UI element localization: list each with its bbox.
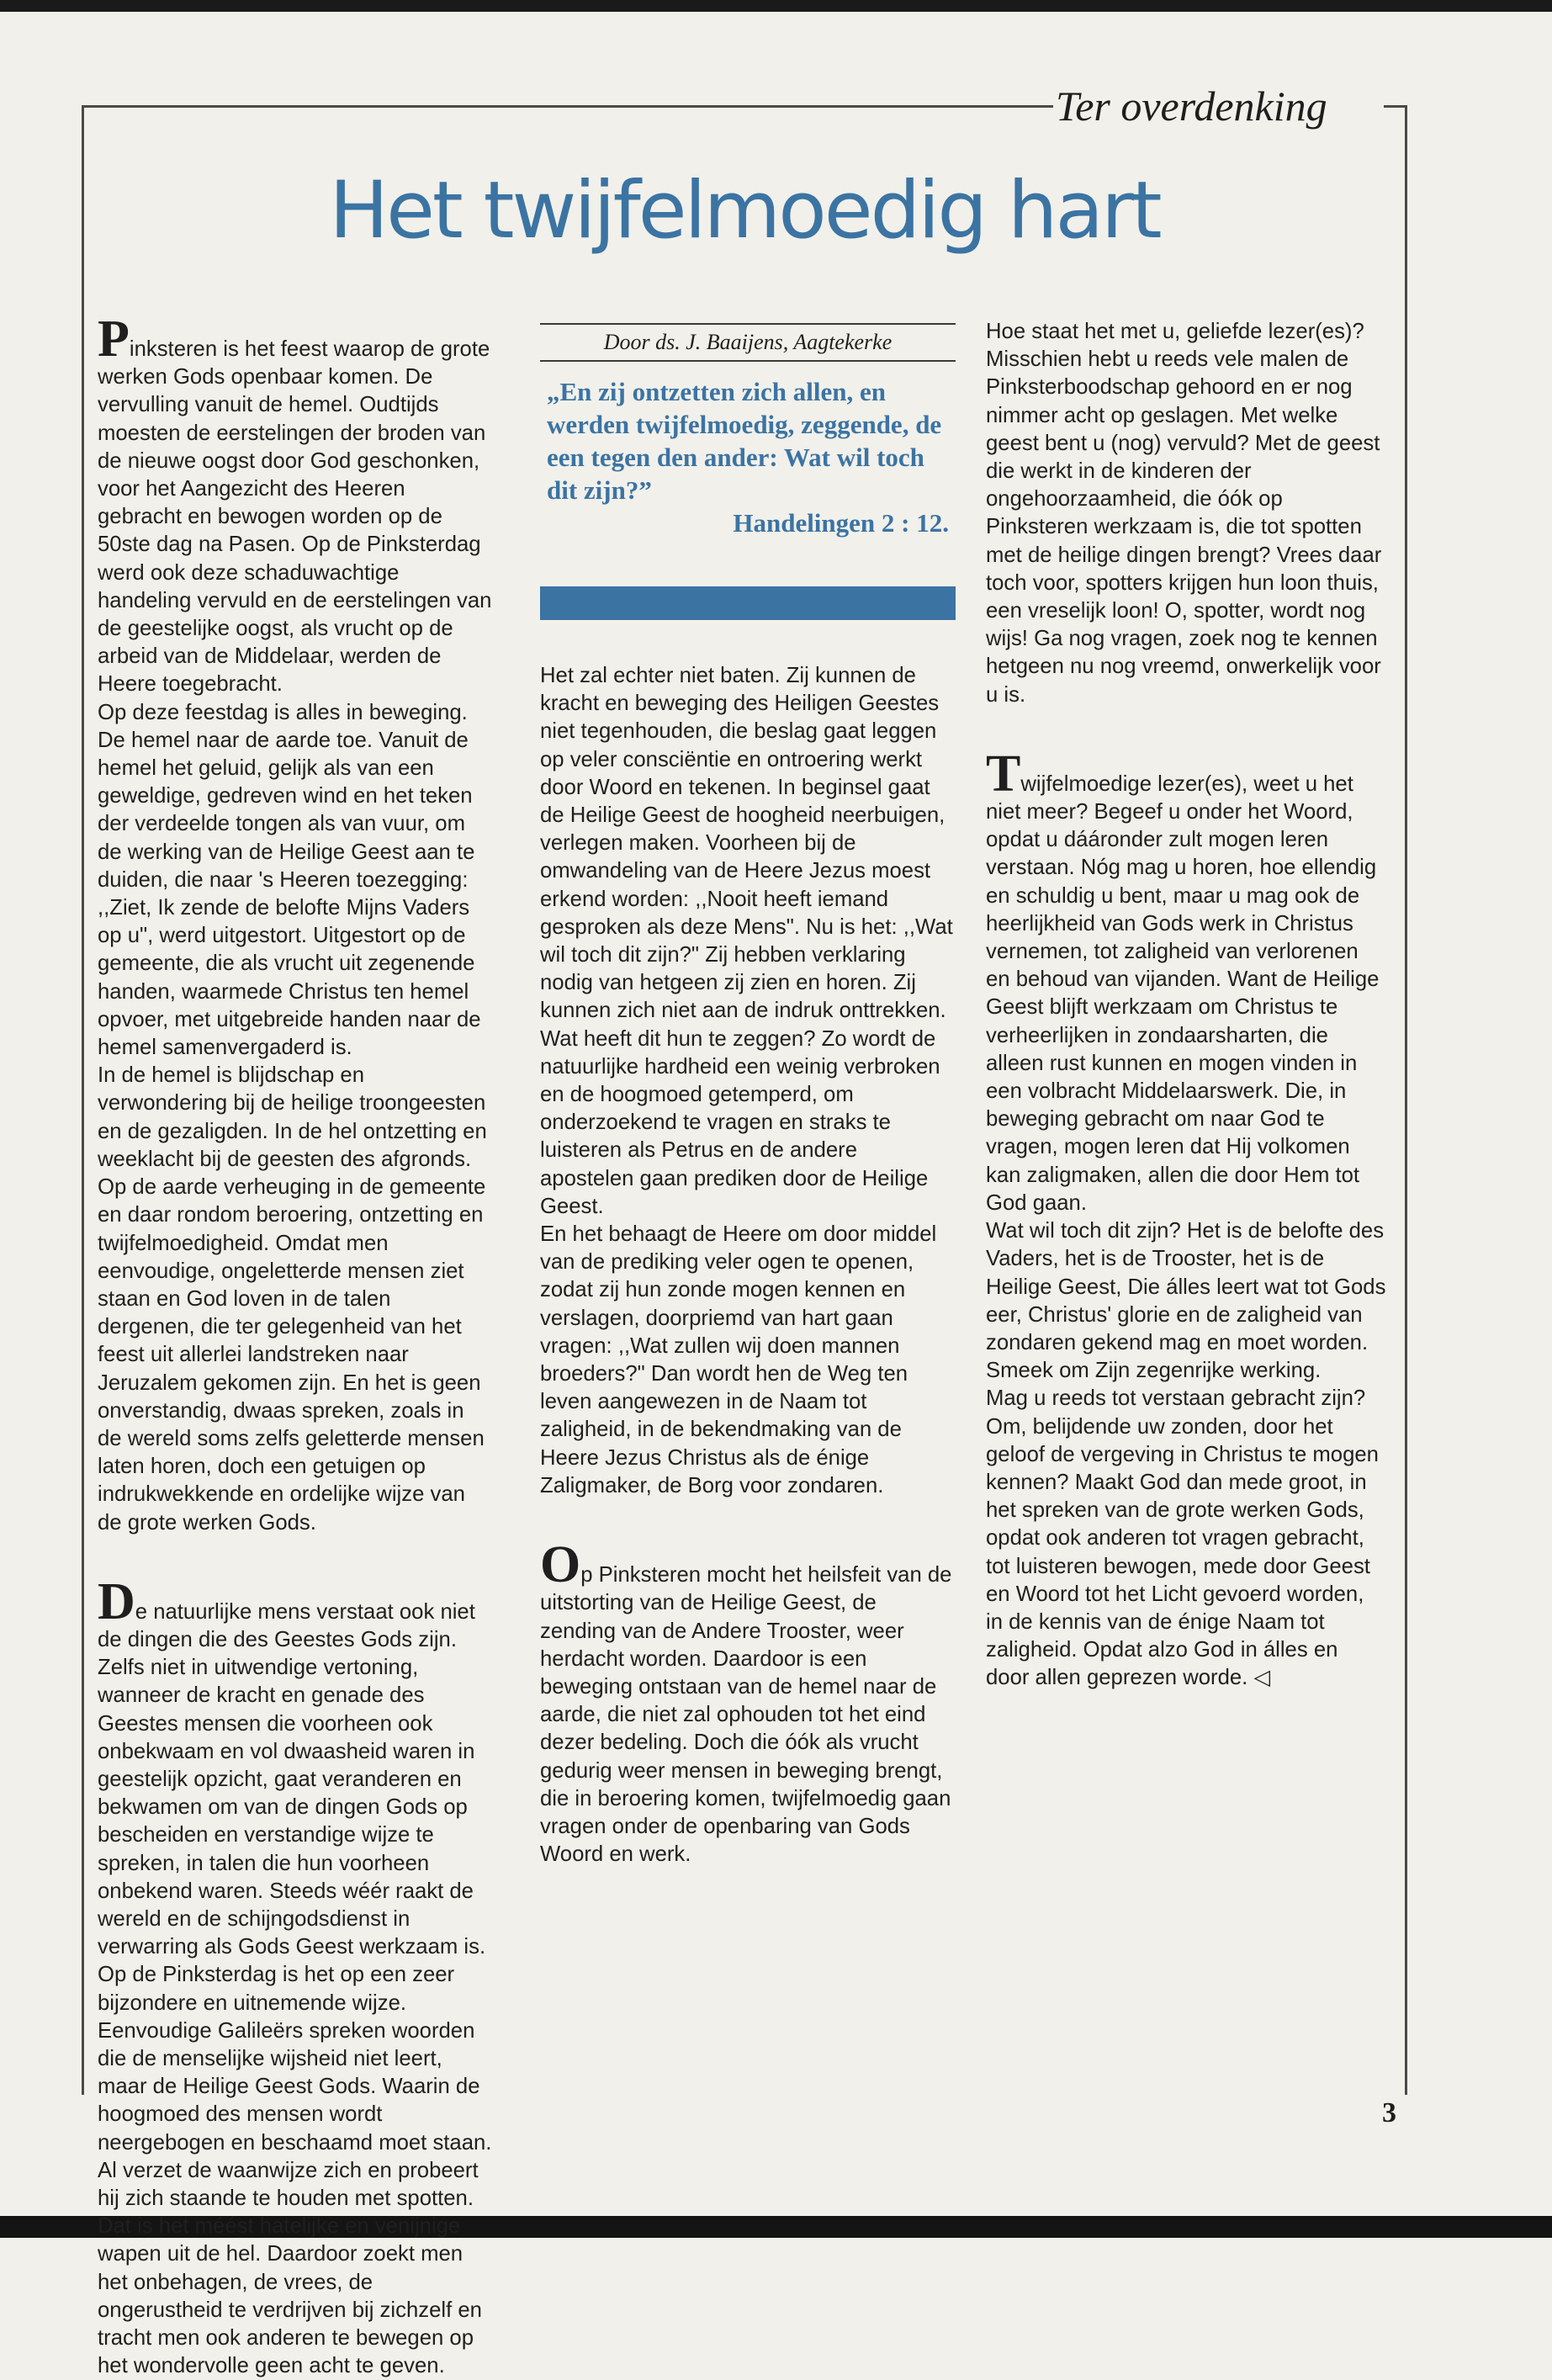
frame-rule-right <box>1384 105 1407 108</box>
section-gap <box>98 1537 493 1581</box>
pull-quote-text: „En zij ontzetten zich allen, en werden twijfelmoedig, zeggende, de een tegen den ander: Wat wil toch dit zijn?” <box>547 377 942 505</box>
paragraph-3: In de hemel is blijdschap en verwondering bij de heilige troongeesten en de gezaligden. In de hel ontzetting en weeklacht bij de geesten des afgronds. Op de aarde verheuging in de gemeente en daar rondom beroering, ontzetting en twijfelmoedigheid. Omdat men eenvoudige, ongeletterde mensen ziet staan en God loven in de talen dergenen, die ter gelegenheid van het feest uit allerlei landstreken naar Jeruzalem gekomen zijn. En het is geen onverstandig, dwaas spreken, zoals in de wereld soms zelfs geletterde mensen laten horen, doch een getuigen op indrukwekkende en ordelijke wijze van de grote werken Gods. <box>98 1063 487 1535</box>
paragraph-7: Op Pinksteren mocht het heilsfeit van de uitstorting van de Heilige Geest, de zending van de Andere Trooster, weer herdacht worden. Daardoor is een beweging ontstaan van de hemel naar de aarde, die niet zal ophouden tot het eind dezer bedeling. Doch die óók als vrucht gedurig weer mensen in beweging brengt, die in beroering komen, twijfelmoedig gaan vragen onder de openbaring van Gods Woord en werk. <box>540 1536 952 1867</box>
column-2 <box>540 318 956 2085</box>
decorative-bar <box>540 586 956 620</box>
byline: Door ds. J. Baaijens, Aagtekerke <box>540 323 956 362</box>
column-3 <box>986 318 1386 2085</box>
section-gap <box>540 1500 956 1544</box>
paragraph-5: Het zal echter niet baten. Zij kunnen de kracht en beweging des Heiligen Geestes niet tegenhouden, die beslag gaat leggen op veler consciëntie en ontroering werkt door Woord en tekenen. In beginsel gaat de Heilige Geest de hoogheid neerbuigen, verlegen maken. Voorheen bij de omwandeling van de Heere Jezus moest erkend worden: ,,Nooit heeft iemand gesproken als deze Mens". Nu is het: ,,Wat wil toch dit zijn?" Zij hebben verklaring nodig van hetgeen zij zien en horen. Zij kunnen zich niet aan de indruk onttrekken. Wat heeft dit hun te zeggen? Zo wordt de natuurlijke hardheid een weinig verbroken en de hoogmoed getemperd, om onderzoekend te vragen en straks te luisteren als Petrus en de andere apostelen gaan prediken door de Heilige Geest. <box>540 664 953 1218</box>
paragraph-10: Wat wil toch dit zijn? Het is de belofte des Vaders, het is de Trooster, het is de Heilige Geest, Die álles leert wat tot Gods eer, Christus' glorie en de zaligheid van zondaren gekend mag en moet worden. Smeek om Zijn zegenrijke werking. <box>986 1219 1386 1383</box>
section-gap <box>986 709 1386 753</box>
drop-cap: P <box>98 310 130 368</box>
column-1 <box>98 310 493 2378</box>
article-title: Het twijfelmoedig hart <box>329 165 1160 257</box>
drop-cap: O <box>540 1536 581 1594</box>
pull-quote-reference: Handelingen 2 : 12. <box>733 508 949 538</box>
page-number: 3 <box>1382 2097 1396 2128</box>
drop-cap: D <box>98 1572 135 1630</box>
paragraph-11: Mag u reeds tot verstaan gebracht zijn? Om, belijdende uw zonden, door het geloof de vergeving in Christus te mogen kennen? Maakt God dan mede groot, in het spreken van de grote werken Gods, opdat ook anderen tot vragen gebracht, tot luisteren bewogen, mede door Geest en Woord tot het Licht gevoerd worden, in de kennis van de énige Naam tot zaligheid. Opdat alzo God in álles en door allen geprezen worde. ◁ <box>986 1386 1379 1690</box>
paragraph-9: Twijfelmoedige lezer(es), weet u het niet meer? Begeef u onder het Woord, opdat u dááronder zult mogen leren verstaan. Nóg mag u horen, hoe ellendig en schuldig u bent, maar u mag ook de heerlijkheid van Gods werk in Christus vernemen, tot zaligheid van verlorenen en behoud van vijanden. Want de Heilige Geest blijft werkzaam om Christus te verheerlijken in zondaarsharten, die alleen rust kunnen en mogen vinden in een volbracht Middelaarswerk. Die, in beweging gebracht om naar God te vragen, mogen leren dat Hij volkomen kan zaligmaken, allen die door Hem tot God gaan. <box>986 745 1380 1215</box>
frame-rule-left <box>82 105 1053 108</box>
drop-cap: T <box>986 745 1021 803</box>
paragraph-2: Op deze feestdag is alles in beweging. De hemel naar de aarde toe. Vanuit de hemel het geluid, gelijk als van een geweldige, gedreven wind en het teken der verdeelde tongen als van vuur, om de werking van de Heilige Geest aan te duiden, die naar 's Heeren toezegging: ,,Ziet, Ik zende de belofte Mijns Vaders op u", werd uitgestort. Uitgestort op de gemeente, die als vrucht uit zegenende handen, waarmede Christus ten hemel opvoer, met uitgebreide handen naar de hemel samenvergaderd is. <box>98 700 481 1060</box>
paragraph-8: Hoe staat het met u, geliefde lezer(es)? Misschien hebt u reeds vele malen de Pinksterboodschap gehoord en er nog nimmer acht op geslagen. Met welke geest bent u (nog) vervuld? Met de geest die werkt in de kinderen der ongehoorzaamheid, die óók op Pinksteren werkzaam is, die tot spotten met de heilige dingen brengt? Vrees daar toch voor, spotters krijgen hun loon thuis, een vreselijk loon! O, spotter, wordt nog wijs! Ga nog vragen, zoek nog te kennen hetgeen nu nog vreemd, onwerkelijk voor u is. <box>986 320 1382 707</box>
paragraph-6: En het behaagt de Heere om door middel van de prediking veler ogen te openen, zodat zij hun zonde mogen kennen en verslagen, doorpriemd van hart gaan vragen: ,,Wat zullen wij doen mannen broeders?" Dan wordt hen de Weg ten leven aangewezen in de Naam tot zaligheid, in de bekendmaking van de Heere Jezus Christus als de énige Zaligmaker, de Borg voor zondaren. <box>540 1222 937 1497</box>
pull-quote <box>540 375 956 539</box>
paragraph-1: Pinksteren is het feest waarop de grote werken Gods openbaar komen. De vervulling vanuit de hemel. Oudtijds moesten de eerstelingen der broden van de nieuwe oogst door God geschonken, voor het Aangezicht des Heeren gebracht en bewogen worden op de 50ste dag na Pasen. Op de Pinksterdag werd ook deze schaduwachtige handeling vervuld en de eerstelingen van de geestelijke oogst, als vrucht op de arbeid van de Middelaar, werden de Heere toegebracht. <box>98 310 492 697</box>
scan-edge-top <box>0 0 1552 12</box>
paragraph-4: De natuurlijke mens verstaat ook niet de dingen die des Geestes Gods zijn. Zelfs niet in uitwendige vertoning, wanneer de kracht en genade des Geestes mensen die voorheen ook onbekwaam en vol dwaasheid waren in geestelijk opzicht, gaat veranderen en bekwamen om van de dingen Gods op bescheiden en verstandige wijze te spreken, in talen die hun voorheen onbekend waren. Steeds wéér raakt de wereld en de schijngodsdienst in verwarring als Gods Geest werkzaam is. Op de Pinksterdag is het op een zeer bijzondere en uitnemende wijze. Eenvoudige Galileërs spreken woorden die de menselijke wijsheid niet leert, maar de Heilige Geest Gods. Waarin de hoogmoed des mensen wordt neergebogen en beschaamd moet staan. Al verzet de waanwijze zich en probeert hij zich staande te houden met spotten. Dat is het méést hatelijke en venijnige wapen uit de hel. Daardoor zoekt men het onbehagen, de vrees, de ongerustheid te verdrijven bij zichzelf en tracht men ook anderen te bewegen op het wondervolle geen acht te geven. <box>98 1572 492 2378</box>
section-label: Ter overdenking <box>1056 82 1327 130</box>
